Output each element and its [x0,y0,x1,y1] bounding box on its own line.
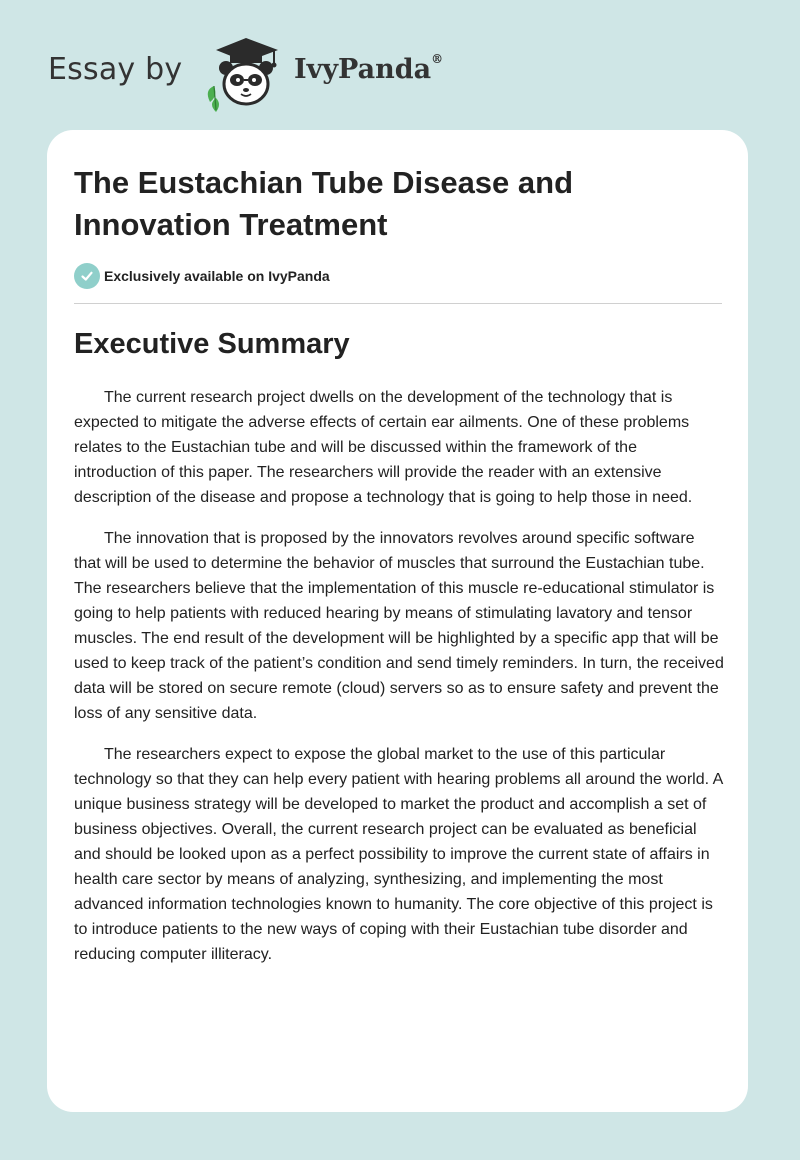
brand-text: IvyPanda [294,54,432,85]
paragraph: The researchers expect to expose the global market to the use of this particular technology so that they can help every patient with hearing problems all around the world. A unique business strategy will be developed to market the product and accomplish a set of business objectives. Overall, the current research project can be evaluated as beneficial and should be looked upon as a perfect possibility to improve the current state of affairs in health care sector by means of analyzing, synthesizing, and implementing the most advanced information technologies known to humanity. The core objective of this project is to introduce patients to the new ways of coping with their Eustachian tube disorder and reducing computer illiteracy. [74,746,723,963]
site-header [48,34,748,114]
paragraph: The innovation that is proposed by the innovators revolves around specific software that will be used to determine the behavior of muscles that surround the Eustachian tube. The researchers believe that the implementation of this muscle re-educational stimulator is going to help patients with reduced hearing by means of stimulating lavatory and tensor muscles. The end result of the development will be highlighted by a specific app that will be used to keep track of the patient’s condition and send timely reminders. In turn, the received data will be stored on secure remote (cloud) servers so as to ensure safety and prevent the loss of any sensitive data. [74,530,724,722]
exclusive-badge [74,263,330,289]
brand-name[interactable] [294,54,443,85]
essay-card [47,130,748,1112]
paragraph: The current research project dwells on the development of the technology that is expected to mitigate the adverse effects of certain ear ailments. One of these problems relates to the Eustachian tube and will be discussed within the framework of the introduction of this paper. The researchers will provide the reader with an extensive description of the disease and propose a technology that is going to help those in need. [74,389,693,506]
check-circle-icon [74,263,100,289]
registered-mark: ® [431,52,444,66]
essay-by-label: Essay by [48,52,183,87]
essay-body [74,385,724,983]
ivypanda-logo-icon[interactable] [200,34,292,112]
badge-label: Exclusively available on IvyPanda [104,268,330,284]
page-title: The Eustachian Tube Disease and Innovation Treatment [74,165,574,242]
section-heading: Executive Summary [74,328,350,360]
divider [74,303,722,304]
